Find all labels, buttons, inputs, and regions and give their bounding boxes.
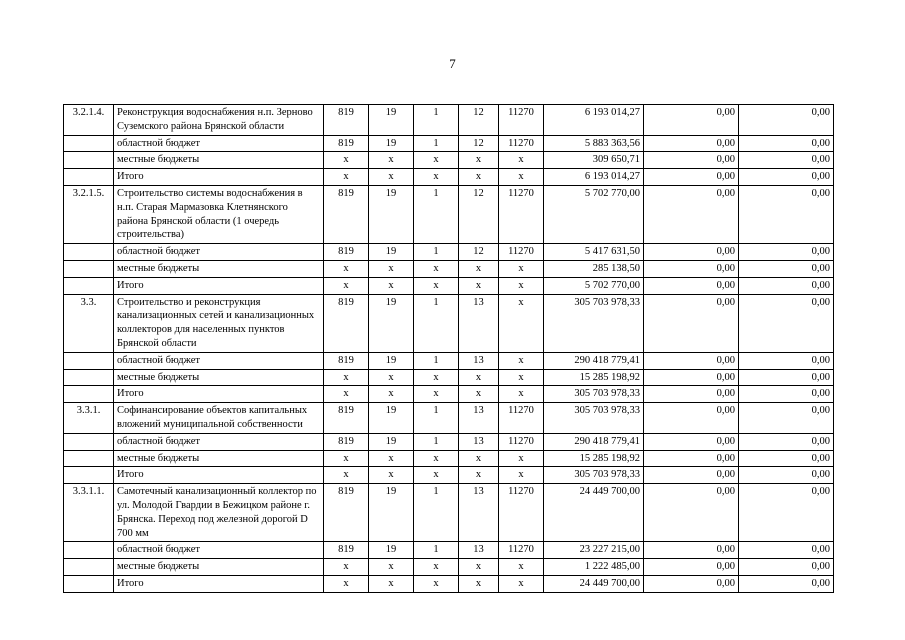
expense-code: 11270: [499, 542, 544, 559]
grbs-code: x: [324, 450, 369, 467]
target-code: x: [459, 260, 499, 277]
row-name: Софинансирование объектов капитальных вложений муниципальной собственности: [114, 403, 324, 434]
amount-3: 0,00: [739, 352, 834, 369]
amount-3: 0,00: [739, 369, 834, 386]
row-code: [64, 352, 114, 369]
section-code: x: [369, 152, 414, 169]
target-code: x: [459, 559, 499, 576]
section-code: 19: [369, 294, 414, 352]
grbs-code: 819: [324, 352, 369, 369]
amount-1: 305 703 978,33: [544, 403, 644, 434]
expense-code: 11270: [499, 433, 544, 450]
row-code: [64, 169, 114, 186]
section-code: 19: [369, 352, 414, 369]
grbs-code: x: [324, 260, 369, 277]
expense-code: 11270: [499, 484, 544, 542]
row-name: Итого: [114, 467, 324, 484]
row-code: [64, 467, 114, 484]
table-row: [64, 277, 834, 294]
row-name: Итого: [114, 277, 324, 294]
grbs-code: 819: [324, 403, 369, 434]
expense-code: x: [499, 260, 544, 277]
target-code: 12: [459, 105, 499, 136]
amount-1: 15 285 198,92: [544, 369, 644, 386]
section-code: 19: [369, 542, 414, 559]
grbs-code: x: [324, 152, 369, 169]
row-name: Строительство системы водоснабжения в н.п. Старая Мармазовка Клетнянского района Брянской области (1 очередь строительства): [114, 185, 324, 243]
row-code: 3.3.: [64, 294, 114, 352]
row-name: Реконструкция водоснабжения н.п. Зерново Суземского района Брянской области: [114, 105, 324, 136]
target-code: 13: [459, 542, 499, 559]
subsection-code: x: [414, 369, 459, 386]
amount-2: 0,00: [644, 152, 739, 169]
target-code: x: [459, 467, 499, 484]
amount-2: 0,00: [644, 260, 739, 277]
expense-code: x: [499, 450, 544, 467]
amount-1: 5 702 770,00: [544, 185, 644, 243]
subsection-code: 1: [414, 294, 459, 352]
table-row: [64, 403, 834, 434]
row-name: областной бюджет: [114, 135, 324, 152]
table-row: [64, 185, 834, 243]
subsection-code: 1: [414, 244, 459, 261]
amount-1: 5 883 363,56: [544, 135, 644, 152]
expense-code: 11270: [499, 135, 544, 152]
amount-1: 24 449 700,00: [544, 575, 644, 592]
subsection-code: 1: [414, 433, 459, 450]
row-code: [64, 260, 114, 277]
amount-2: 0,00: [644, 135, 739, 152]
amount-3: 0,00: [739, 450, 834, 467]
amount-2: 0,00: [644, 575, 739, 592]
amount-1: 24 449 700,00: [544, 484, 644, 542]
section-code: x: [369, 467, 414, 484]
subsection-code: 1: [414, 185, 459, 243]
amount-1: 23 227 215,00: [544, 542, 644, 559]
row-code: [64, 559, 114, 576]
table-row: [64, 450, 834, 467]
row-code: [64, 135, 114, 152]
amount-3: 0,00: [739, 467, 834, 484]
amount-2: 0,00: [644, 169, 739, 186]
section-code: x: [369, 260, 414, 277]
amount-2: 0,00: [644, 484, 739, 542]
row-code: [64, 277, 114, 294]
grbs-code: 819: [324, 542, 369, 559]
table-row: [64, 467, 834, 484]
amount-1: 305 703 978,33: [544, 467, 644, 484]
row-code: [64, 433, 114, 450]
amount-2: 0,00: [644, 369, 739, 386]
grbs-code: 819: [324, 484, 369, 542]
amount-3: 0,00: [739, 403, 834, 434]
amount-3: 0,00: [739, 542, 834, 559]
grbs-code: x: [324, 467, 369, 484]
row-name: Итого: [114, 386, 324, 403]
amount-1: 285 138,50: [544, 260, 644, 277]
amount-1: 6 193 014,27: [544, 105, 644, 136]
table-row: [64, 575, 834, 592]
amount-2: 0,00: [644, 450, 739, 467]
amount-2: 0,00: [644, 433, 739, 450]
subsection-code: x: [414, 467, 459, 484]
section-code: x: [369, 575, 414, 592]
amount-2: 0,00: [644, 277, 739, 294]
amount-2: 0,00: [644, 467, 739, 484]
amount-2: 0,00: [644, 352, 739, 369]
expense-code: x: [499, 467, 544, 484]
row-code: [64, 369, 114, 386]
section-code: x: [369, 169, 414, 186]
amount-1: 290 418 779,41: [544, 352, 644, 369]
amount-3: 0,00: [739, 559, 834, 576]
amount-2: 0,00: [644, 559, 739, 576]
table-row: [64, 559, 834, 576]
table-body: [64, 105, 834, 593]
row-name: местные бюджеты: [114, 260, 324, 277]
row-name: областной бюджет: [114, 352, 324, 369]
table-row: [64, 369, 834, 386]
subsection-code: x: [414, 277, 459, 294]
section-code: 19: [369, 135, 414, 152]
amount-3: 0,00: [739, 277, 834, 294]
table-row: [64, 542, 834, 559]
section-code: 19: [369, 403, 414, 434]
amount-2: 0,00: [644, 542, 739, 559]
expense-code: x: [499, 352, 544, 369]
amount-3: 0,00: [739, 135, 834, 152]
target-code: x: [459, 450, 499, 467]
row-code: [64, 450, 114, 467]
expense-code: 11270: [499, 185, 544, 243]
expense-code: 11270: [499, 403, 544, 434]
row-name: местные бюджеты: [114, 152, 324, 169]
amount-3: 0,00: [739, 433, 834, 450]
target-code: x: [459, 152, 499, 169]
target-code: x: [459, 386, 499, 403]
amount-1: 5 417 631,50: [544, 244, 644, 261]
row-name: местные бюджеты: [114, 369, 324, 386]
grbs-code: x: [324, 559, 369, 576]
subsection-code: x: [414, 575, 459, 592]
grbs-code: x: [324, 169, 369, 186]
table-row: [64, 294, 834, 352]
table-row: [64, 386, 834, 403]
amount-1: 305 703 978,33: [544, 386, 644, 403]
expense-code: x: [499, 386, 544, 403]
amount-3: 0,00: [739, 575, 834, 592]
section-code: 19: [369, 244, 414, 261]
expense-code: x: [499, 559, 544, 576]
subsection-code: x: [414, 559, 459, 576]
amount-2: 0,00: [644, 386, 739, 403]
amount-3: 0,00: [739, 152, 834, 169]
section-code: x: [369, 559, 414, 576]
grbs-code: x: [324, 277, 369, 294]
section-code: 19: [369, 105, 414, 136]
grbs-code: 819: [324, 135, 369, 152]
amount-1: 309 650,71: [544, 152, 644, 169]
subsection-code: x: [414, 152, 459, 169]
table-row: [64, 244, 834, 261]
amount-3: 0,00: [739, 294, 834, 352]
target-code: x: [459, 575, 499, 592]
row-code: [64, 386, 114, 403]
row-code: 3.2.1.5.: [64, 185, 114, 243]
row-code: 3.2.1.4.: [64, 105, 114, 136]
amount-1: 290 418 779,41: [544, 433, 644, 450]
target-code: x: [459, 369, 499, 386]
section-code: x: [369, 386, 414, 403]
amount-3: 0,00: [739, 105, 834, 136]
row-code: 3.3.1.: [64, 403, 114, 434]
subsection-code: 1: [414, 484, 459, 542]
amount-2: 0,00: [644, 294, 739, 352]
target-code: 13: [459, 484, 499, 542]
budget-table: [63, 104, 834, 593]
section-code: 19: [369, 185, 414, 243]
amount-3: 0,00: [739, 386, 834, 403]
section-code: x: [369, 369, 414, 386]
amount-1: 1 222 485,00: [544, 559, 644, 576]
expense-code: x: [499, 169, 544, 186]
amount-3: 0,00: [739, 260, 834, 277]
target-code: 13: [459, 352, 499, 369]
row-name: областной бюджет: [114, 433, 324, 450]
grbs-code: x: [324, 575, 369, 592]
target-code: 12: [459, 244, 499, 261]
subsection-code: 1: [414, 135, 459, 152]
grbs-code: 819: [324, 185, 369, 243]
row-code: [64, 575, 114, 592]
table-row: [64, 169, 834, 186]
grbs-code: x: [324, 369, 369, 386]
section-code: x: [369, 450, 414, 467]
subsection-code: 1: [414, 403, 459, 434]
subsection-code: x: [414, 169, 459, 186]
subsection-code: 1: [414, 542, 459, 559]
amount-1: 305 703 978,33: [544, 294, 644, 352]
section-code: 19: [369, 433, 414, 450]
amount-3: 0,00: [739, 185, 834, 243]
amount-2: 0,00: [644, 185, 739, 243]
subsection-code: x: [414, 386, 459, 403]
amount-3: 0,00: [739, 169, 834, 186]
row-code: [64, 244, 114, 261]
row-code: [64, 542, 114, 559]
grbs-code: 819: [324, 433, 369, 450]
row-name: областной бюджет: [114, 542, 324, 559]
expense-code: x: [499, 575, 544, 592]
grbs-code: 819: [324, 244, 369, 261]
table-row: [64, 433, 834, 450]
row-name: областной бюджет: [114, 244, 324, 261]
expense-code: x: [499, 294, 544, 352]
grbs-code: x: [324, 386, 369, 403]
grbs-code: 819: [324, 105, 369, 136]
amount-3: 0,00: [739, 484, 834, 542]
row-name: Итого: [114, 575, 324, 592]
target-code: 13: [459, 433, 499, 450]
amount-2: 0,00: [644, 244, 739, 261]
section-code: x: [369, 277, 414, 294]
row-code: 3.3.1.1.: [64, 484, 114, 542]
expense-code: x: [499, 369, 544, 386]
table-row: [64, 152, 834, 169]
row-name: местные бюджеты: [114, 559, 324, 576]
amount-2: 0,00: [644, 403, 739, 434]
grbs-code: 819: [324, 294, 369, 352]
table-row: [64, 260, 834, 277]
table-row: [64, 484, 834, 542]
row-name: Итого: [114, 169, 324, 186]
expense-code: 11270: [499, 244, 544, 261]
target-code: 13: [459, 294, 499, 352]
table-row: [64, 135, 834, 152]
amount-1: 15 285 198,92: [544, 450, 644, 467]
expense-code: x: [499, 152, 544, 169]
amount-3: 0,00: [739, 244, 834, 261]
subsection-code: x: [414, 450, 459, 467]
target-code: 12: [459, 135, 499, 152]
section-code: 19: [369, 484, 414, 542]
row-name: местные бюджеты: [114, 450, 324, 467]
row-name: Строительство и реконструкция канализационных сетей и канализационных коллекторов для населенных пунктов Брянской области: [114, 294, 324, 352]
row-name: Самотечный канализационный коллектор по ул. Молодой Гвардии в Бежицком районе г. Брянска. Переход под железной дорогой D 700 мм: [114, 484, 324, 542]
table-row: [64, 105, 834, 136]
row-code: [64, 152, 114, 169]
expense-code: x: [499, 277, 544, 294]
target-code: 13: [459, 403, 499, 434]
expense-code: 11270: [499, 105, 544, 136]
target-code: x: [459, 169, 499, 186]
target-code: 12: [459, 185, 499, 243]
amount-2: 0,00: [644, 105, 739, 136]
subsection-code: 1: [414, 352, 459, 369]
amount-1: 6 193 014,27: [544, 169, 644, 186]
subsection-code: x: [414, 260, 459, 277]
target-code: x: [459, 277, 499, 294]
subsection-code: 1: [414, 105, 459, 136]
table-row: [64, 352, 834, 369]
amount-1: 5 702 770,00: [544, 277, 644, 294]
page-number: 7: [449, 56, 456, 71]
